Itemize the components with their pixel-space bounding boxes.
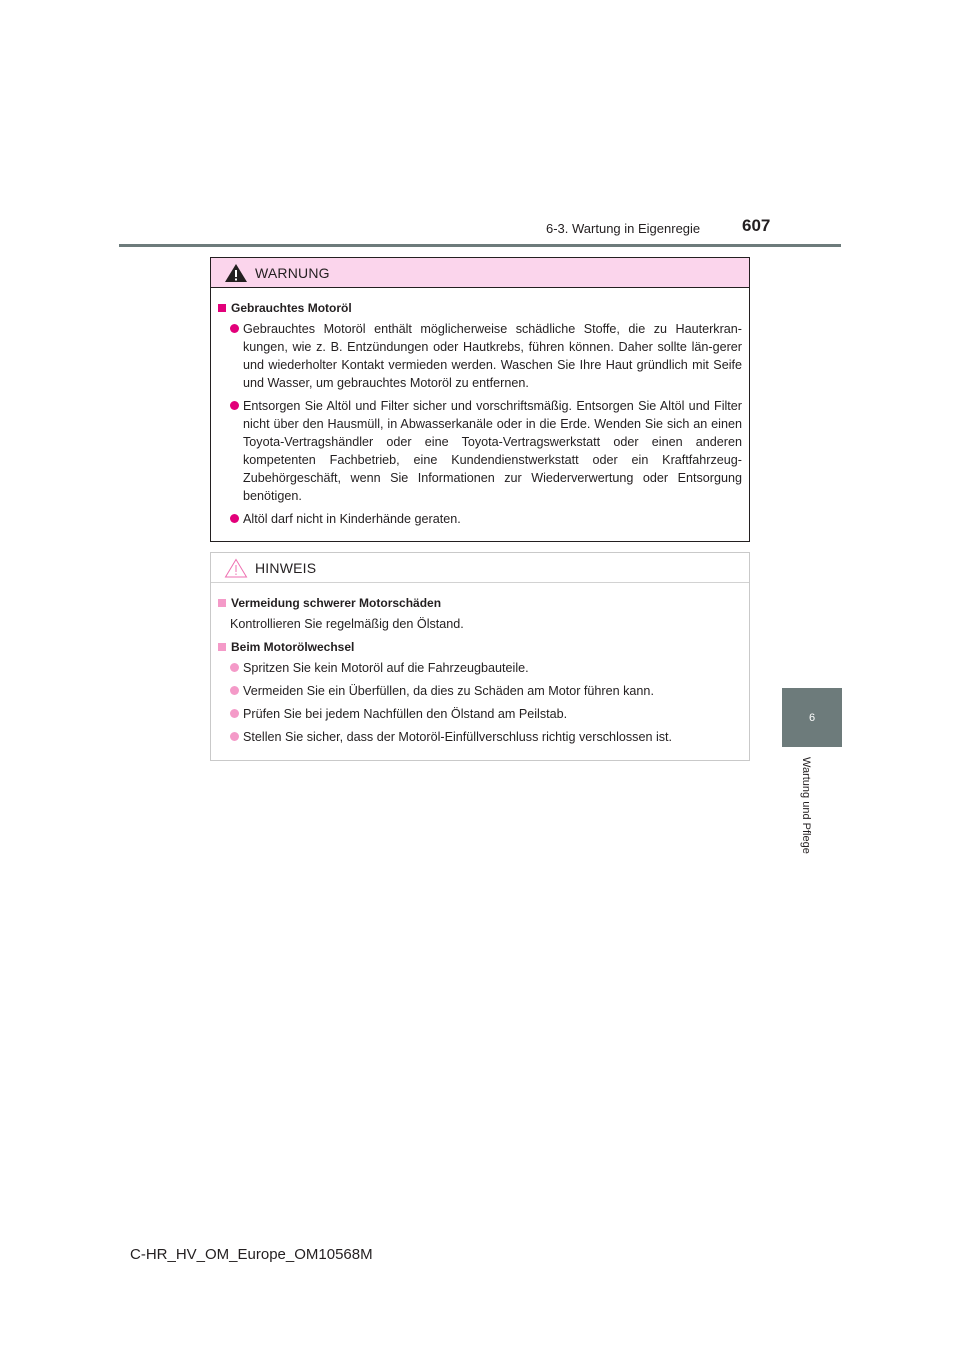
warning-triangle-icon bbox=[224, 263, 248, 283]
list-item bbox=[218, 659, 742, 677]
round-bullet-icon bbox=[230, 709, 239, 718]
chapter-label: Wartung und Pflege bbox=[800, 757, 812, 854]
chapter-number: 6 bbox=[808, 711, 816, 724]
square-bullet-icon bbox=[218, 304, 226, 312]
list-item-text: Vermeiden Sie ein Überfüllen, da dies zu Schäden am Motor führen kann. bbox=[243, 684, 654, 698]
notice-section-title: Beim Motorölwechsel bbox=[231, 640, 355, 654]
list-item-text: Entsorgen Sie Altöl und Filter sicher und vorschriftsmäßig. Entsorgen Sie Altöl und Filter nicht über den Hausmüll, in Abwasserkanäle oder in die Erde. Wenden Sie sich an einen Toyota-Vertragshändler oder eine Toyota-Vertragswerkstatt oder einen anderen kompetenten Fachbetrieb, eine Kundendienstwerkstatt oder ein Kraftfahrzeug-Zubehörgeschäft, wenn Sie Informationen zur Wiederverwertung oder Entsorgung benötigen. bbox=[243, 399, 742, 503]
notice-body bbox=[211, 583, 749, 746]
warning-box bbox=[210, 257, 750, 542]
warning-header bbox=[211, 258, 749, 288]
list-item bbox=[218, 705, 742, 723]
header-divider bbox=[119, 244, 841, 247]
list-item-text: Stellen Sie sicher, dass der Motoröl-Einfüllverschluss richtig verschlossen ist. bbox=[243, 730, 673, 744]
list-item bbox=[218, 682, 742, 700]
page-number: 607 bbox=[742, 216, 771, 235]
list-item-text: Spritzen Sie kein Motoröl auf die Fahrzeugbauteile. bbox=[243, 661, 529, 675]
warning-section-title: Gebrauchtes Motoröl bbox=[231, 301, 352, 315]
notice-section-heading bbox=[218, 638, 742, 656]
round-bullet-icon bbox=[230, 732, 239, 741]
square-bullet-icon bbox=[218, 599, 226, 607]
notice-title: HINWEIS bbox=[255, 559, 317, 576]
list-item bbox=[218, 510, 742, 528]
round-bullet-icon bbox=[230, 686, 239, 695]
list-item bbox=[218, 397, 742, 505]
round-bullet-icon bbox=[230, 324, 239, 333]
section-title: 6-3. Wartung in Eigenregie bbox=[546, 221, 701, 236]
square-bullet-icon bbox=[218, 643, 226, 651]
warning-body bbox=[211, 288, 749, 528]
list-item-text: Gebrauchtes Motoröl enthält möglicherweise schädliche Stoffe, die zu Hauterkran-kungen, wie z. B. Entzündungen oder Hautkrebs, führen können. Daher sollte län-gerer und wiederholter Kontakt vermieden werden. Waschen Sie Ihre Haut gründlich mit Seife und Wasser, um gebrauchtes Motoröl zu entfernen. bbox=[243, 322, 742, 390]
chapter-tab bbox=[782, 688, 842, 747]
notice-header bbox=[211, 553, 749, 583]
list-item bbox=[218, 320, 742, 392]
round-bullet-icon bbox=[230, 514, 239, 523]
list-item-text: Prüfen Sie bei jedem Nachfüllen den Ölstand am Peilstab. bbox=[243, 707, 568, 721]
notice-box bbox=[210, 552, 750, 761]
warning-section-heading bbox=[218, 299, 742, 317]
round-bullet-icon bbox=[230, 401, 239, 410]
notice-section-text: Kontrollieren Sie regelmäßig den Ölstand. bbox=[230, 617, 464, 631]
notice-section-heading bbox=[218, 594, 742, 612]
list-item bbox=[218, 728, 742, 746]
list-item-text: Altöl darf nicht in Kinderhände geraten. bbox=[243, 512, 461, 526]
notice-section-title: Vermeidung schwerer Motorschäden bbox=[231, 596, 442, 610]
document-id: C-HR_HV_OM_Europe_OM10568M bbox=[130, 1246, 373, 1263]
warning-title: WARNUNG bbox=[255, 264, 330, 281]
round-bullet-icon bbox=[230, 663, 239, 672]
caution-triangle-icon bbox=[224, 558, 248, 578]
